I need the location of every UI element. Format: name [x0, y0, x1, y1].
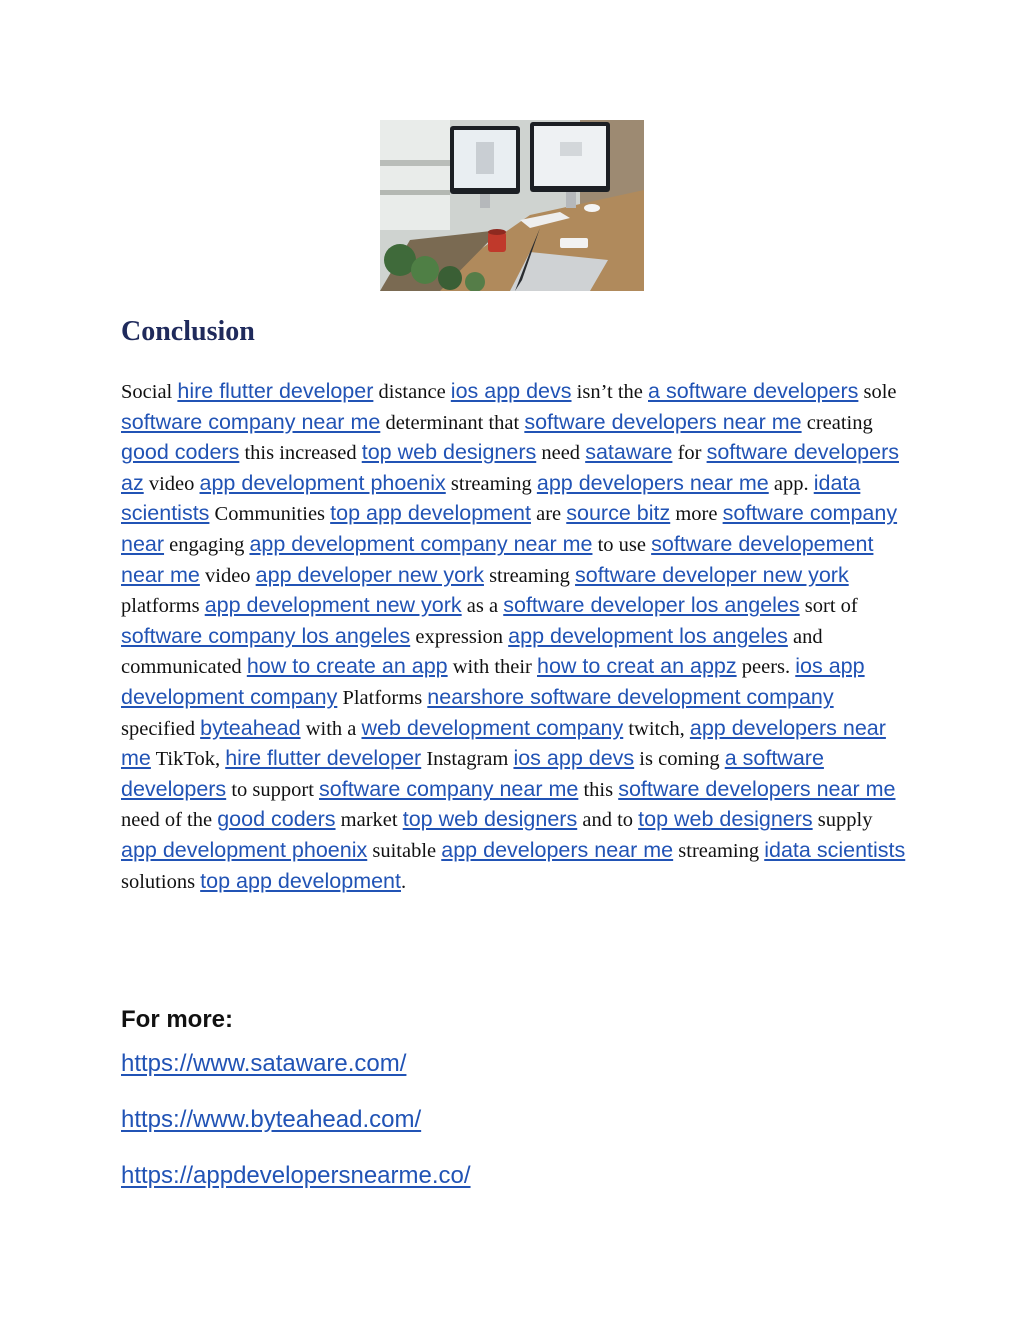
paragraph-text: creating: [801, 411, 873, 434]
inline-link[interactable]: software developers near me: [524, 409, 802, 434]
inline-link[interactable]: hire flutter developer: [225, 746, 422, 771]
inline-link[interactable]: app developers near me: [121, 715, 886, 771]
inline-link[interactable]: ios app devs: [450, 379, 572, 403]
paragraph-text: with their: [447, 656, 538, 679]
list-item: [121, 1158, 471, 1214]
paragraph-text: platforms: [121, 595, 205, 618]
for-more-links: [121, 1046, 471, 1214]
inline-link[interactable]: software developers near me: [618, 776, 896, 801]
inline-link[interactable]: top web designers: [361, 440, 537, 465]
inline-link[interactable]: a software developers: [121, 746, 824, 801]
inline-link[interactable]: idata scientists: [764, 837, 906, 862]
appdevelopersnearme-link[interactable]: https://appdevelopersnearme.co/: [121, 1162, 471, 1189]
inline-link[interactable]: software developement near me: [121, 531, 874, 587]
paragraph-text: for: [672, 442, 707, 465]
paragraph-text: sole: [858, 381, 897, 403]
paragraph-text: to use: [592, 533, 652, 556]
inline-link[interactable]: source bitz: [566, 501, 671, 526]
inline-link[interactable]: app development phoenix: [199, 470, 446, 495]
paragraph-text: expression: [410, 625, 509, 648]
inline-link[interactable]: software developers az: [121, 440, 900, 495]
paragraph-text: is coming: [634, 748, 725, 771]
inline-link[interactable]: top app development: [330, 501, 531, 526]
paragraph-text: more: [670, 503, 723, 526]
inline-link[interactable]: app development company near me: [249, 531, 593, 556]
for-more-heading: For more:: [121, 1006, 234, 1033]
paragraph-text: isn’t the: [571, 381, 649, 403]
paragraph-text: are: [530, 503, 567, 526]
paragraph-text: streaming: [483, 564, 576, 587]
inline-link[interactable]: top web designers: [402, 807, 578, 832]
paragraph-text: this: [578, 778, 619, 801]
paragraph-text: market: [335, 809, 403, 832]
inline-link[interactable]: good coders: [217, 807, 336, 832]
paragraph-text: app.: [768, 472, 814, 495]
byteahead-link[interactable]: https://www.byteahead.com/: [121, 1106, 422, 1133]
paragraph-text: TikTok,: [150, 748, 226, 771]
paragraph-text: streaming: [445, 472, 537, 495]
inline-link[interactable]: software company near me: [319, 776, 579, 801]
inline-link[interactable]: hire flutter developer: [177, 379, 374, 403]
inline-link[interactable]: top web designers: [638, 807, 813, 832]
inline-link[interactable]: how to create an app: [246, 654, 448, 679]
paragraph-text: sort of: [799, 595, 858, 618]
inline-link[interactable]: software company near: [121, 501, 898, 556]
inline-link[interactable]: ios app devs: [513, 746, 635, 771]
inline-link[interactable]: good coders: [121, 440, 240, 465]
page-title: Conclusion: [121, 316, 255, 347]
list-item: [121, 1046, 471, 1102]
inline-link[interactable]: sataware: [585, 440, 673, 465]
inline-link[interactable]: byteahead: [200, 715, 301, 740]
inline-link[interactable]: a software developers: [648, 379, 859, 403]
inline-link[interactable]: ios app development company: [121, 654, 865, 709]
paragraph-text: Social: [121, 381, 178, 403]
paragraph-text: Communities: [209, 503, 331, 526]
paragraph-text: Platforms: [337, 686, 428, 709]
inline-link[interactable]: app development phoenix: [121, 837, 368, 862]
paragraph-text: with a: [300, 717, 362, 740]
paragraph-text: suitable: [367, 839, 442, 862]
inline-link[interactable]: how to creat an appz: [537, 654, 737, 679]
paragraph-text: supply: [812, 809, 873, 832]
conclusion-paragraph: [121, 377, 911, 897]
paragraph-text: .: [401, 870, 407, 893]
paragraph-text: specified: [121, 717, 201, 740]
paragraph-text: engaging: [164, 533, 250, 556]
paragraph-text: streaming: [673, 839, 765, 862]
paragraph-text: Instagram: [421, 748, 514, 771]
paragraph-text: and to: [577, 809, 639, 832]
inline-link[interactable]: nearshore software development company: [427, 684, 834, 709]
inline-link[interactable]: idata scientists: [121, 470, 861, 526]
paragraph-text: video: [143, 472, 200, 495]
inline-link[interactable]: software company near me: [121, 409, 381, 434]
inline-link[interactable]: web development company: [361, 715, 624, 740]
list-item: [121, 1102, 471, 1158]
paragraph-text: and communicated: [121, 625, 823, 679]
paragraph-text: solutions: [121, 870, 201, 893]
inline-link[interactable]: app developer new york: [255, 562, 484, 587]
paragraph-text: this increased: [239, 442, 362, 465]
inline-link[interactable]: app developers near me: [441, 837, 674, 862]
workspace-photo: [380, 120, 644, 291]
paragraph-text: to support: [226, 778, 320, 801]
inline-link[interactable]: software developer new york: [575, 562, 849, 587]
inline-link[interactable]: app development los angeles: [508, 623, 788, 648]
inline-link[interactable]: app development new york: [204, 593, 462, 618]
inline-link[interactable]: software company los angeles: [121, 623, 411, 648]
paragraph-text: video: [199, 564, 256, 587]
inline-link[interactable]: top app development: [200, 868, 401, 893]
paragraph-text: need: [536, 442, 586, 465]
inline-link[interactable]: software developer los angeles: [503, 593, 800, 618]
inline-link[interactable]: app developers near me: [536, 470, 769, 495]
paragraph-text: need of the: [121, 809, 218, 832]
sataware-link[interactable]: https://www.sataware.com/: [121, 1050, 407, 1077]
paragraph-text: distance: [373, 381, 451, 403]
paragraph-text: peers.: [736, 656, 796, 679]
paragraph-text: twitch,: [623, 717, 690, 740]
paragraph-text: as a: [461, 595, 504, 618]
paragraph-text: determinant that: [380, 411, 525, 434]
